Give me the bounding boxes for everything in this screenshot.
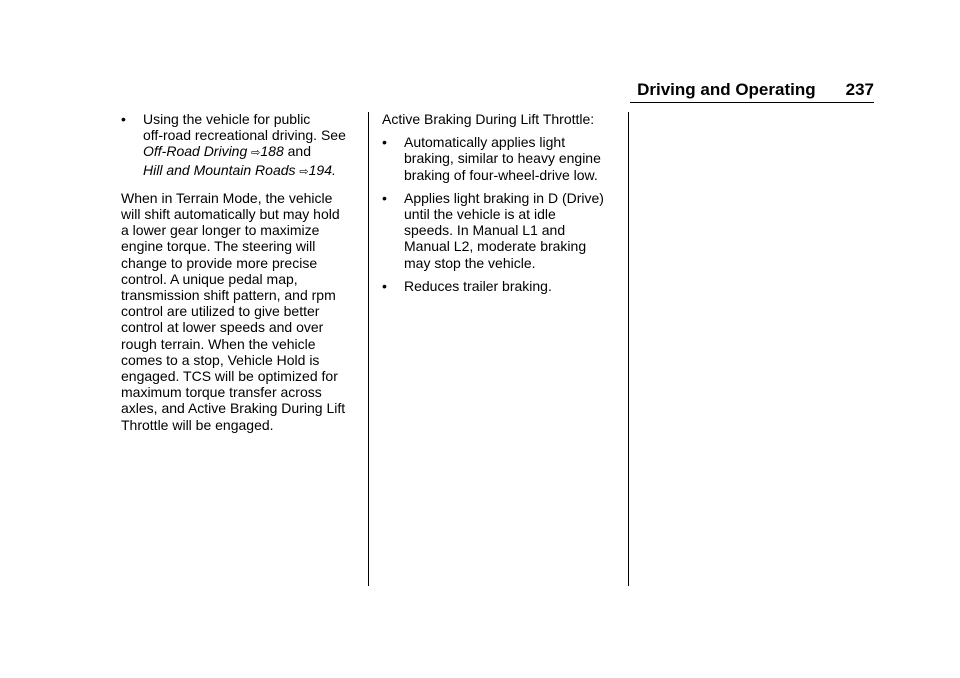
paragraph-line: comes to a stop, Vehicle Hold is [121,351,320,368]
bullet-line: Manual L2, moderate braking [404,238,587,255]
bullet-icon: • [382,189,387,206]
bullet-icon: • [382,277,387,294]
conjunction-text: and [287,143,311,160]
bullet-line [143,143,361,161]
paragraph-line: change to provide more precise [121,254,318,271]
bullet-line: braking of four-wheel-drive low. [404,166,598,183]
list-item [382,190,622,271]
column-divider-left [368,112,369,586]
header-rule [630,102,874,103]
paragraph-line: engaged. TCS will be optimized for [121,368,338,385]
paragraph-line: control are utilized to give better [121,303,320,320]
bullet-line: braking, similar to heavy engine [404,150,601,167]
paragraph-line: transmission shift pattern, and rpm [121,287,336,304]
bullet-icon: • [382,134,387,151]
cross-reference-link[interactable]: Off-Road Driving [143,143,248,160]
page-arrow-icon: ⇨ [299,165,309,178]
paragraph-line: control at lower speeds and over [121,319,324,336]
column-divider-right [628,112,629,586]
section-title: Driving and Operating [637,80,816,99]
bullet-icon: • [121,111,126,127]
list-item [121,111,361,180]
paragraph-line: When in Terrain Mode, the vehicle [121,189,333,206]
bullet-line: until the vehicle is at idle [404,206,556,223]
paragraph-line: engine torque. The steering will [121,238,316,255]
bullet-line: may stop the vehicle. [404,254,536,271]
paragraph-line: control. A unique pedal map, [121,270,298,287]
left-column [121,111,361,433]
page-reference[interactable]: 194 [308,161,332,178]
paragraph-line: maximum torque transfer across [121,384,322,401]
paragraph-line: rough terrain. When the vehicle [121,335,316,352]
page-arrow-icon: ⇨ [251,147,261,160]
bullet-line [143,162,361,180]
page-reference[interactable]: 188 [260,143,284,160]
list-item [382,134,622,183]
bullet-line: off-road recreational driving. See [143,127,346,144]
bullet-line: speeds. In Manual L1 and [404,222,566,239]
list-item [382,278,622,294]
cross-reference-link[interactable]: Hill and Mountain Roads [143,161,296,178]
bullet-line: Using the vehicle for public [143,111,311,127]
paragraph-line: will shift automatically but may hold [121,206,340,223]
bullet-line: Automatically applies light [404,134,566,151]
terrain-mode-paragraph [121,190,361,433]
period-text: . [332,161,336,178]
paragraph-line: Throttle will be engaged. [121,416,274,433]
paragraph-line: axles, and Active Braking During Lift [121,400,346,417]
bullet-line: Applies light braking in D (Drive) [404,189,604,206]
page-number: 237 [845,80,874,99]
bullet-line: Reduces trailer braking. [404,277,552,294]
page-header [630,80,874,100]
right-column [382,111,622,294]
paragraph-line: a lower gear longer to maximize [121,222,320,239]
section-intro: Active Braking During Lift Throttle: [382,111,595,127]
